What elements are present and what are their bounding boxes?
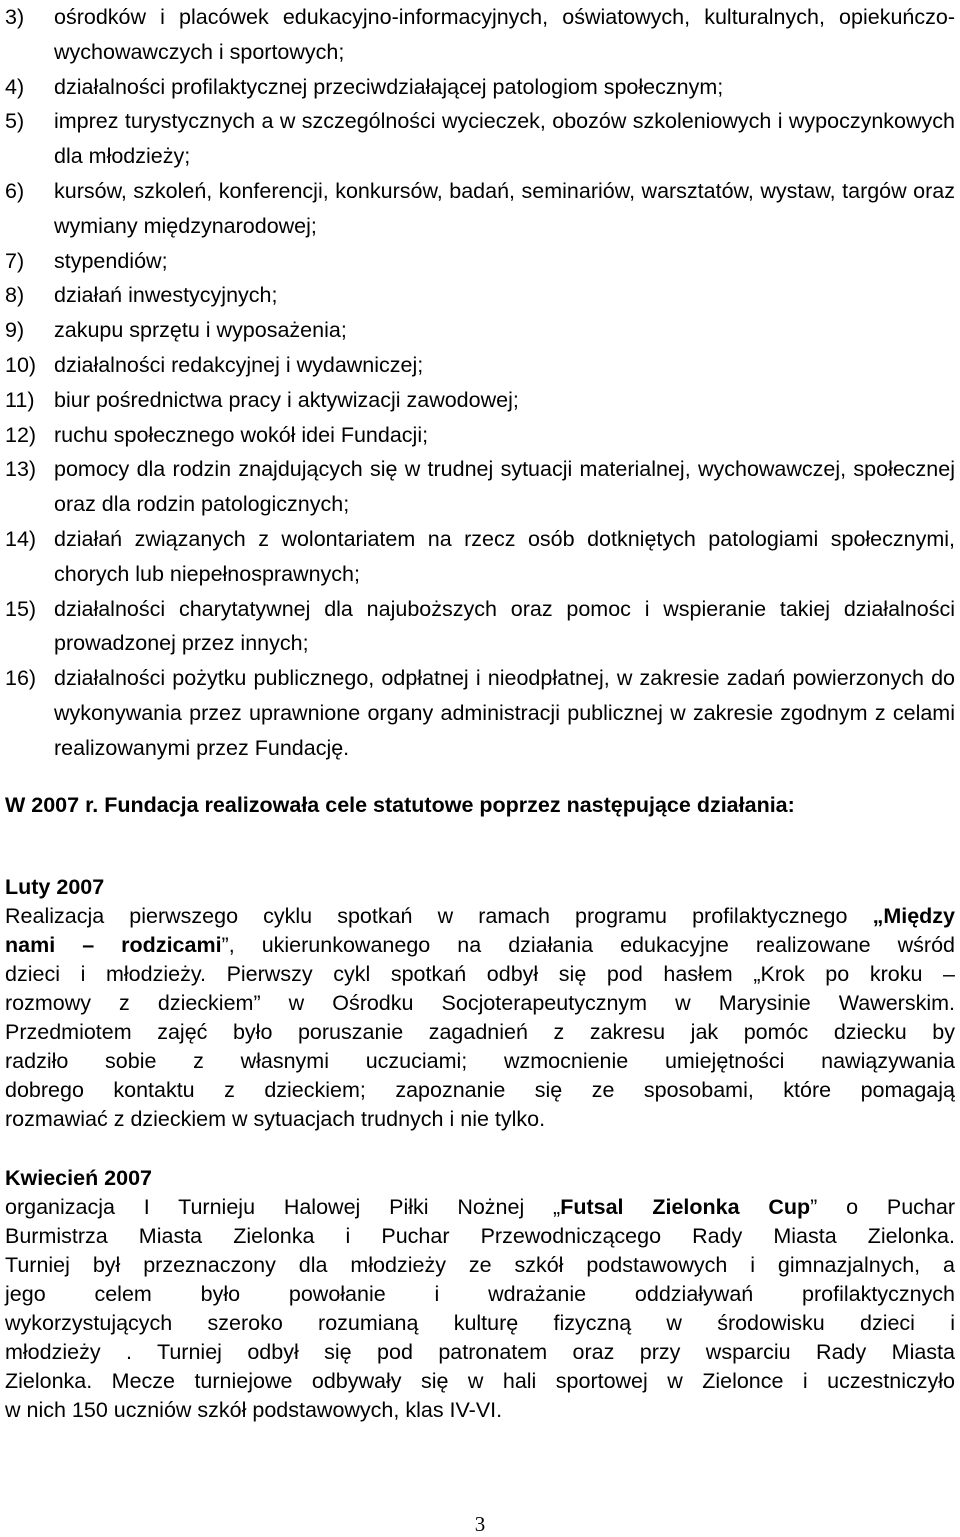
section-line (5, 1222, 955, 1251)
list-item-number: 5) (5, 109, 25, 134)
list-item-text: działalności redakcyjnej i wydawniczej; (54, 352, 424, 377)
list-item-text: działalności charytatywnej dla najuboższych oraz pomoc i wspieranie takiej działalności prowadzonej przez innych; (54, 596, 955, 656)
section-text: organizacja I Turnieju Halowej Piłki Nożnej „ (5, 1195, 561, 1219)
section-line (5, 1193, 955, 1222)
list-item (5, 418, 955, 453)
list-item-number: 15) (5, 596, 37, 621)
summary-heading: W 2007 r. Fundacja realizowała cele statutowe poprzez następujące działania: (5, 793, 795, 817)
list-item-text: działań inwestycyjnych; (54, 283, 278, 308)
section-body (5, 902, 955, 1134)
list-item-text: zakupu sprzętu i wyposażenia; (54, 318, 347, 343)
list-item (5, 278, 955, 313)
list-item-text: stypendiów; (54, 248, 168, 273)
section-line (5, 989, 955, 1018)
section-line (5, 960, 955, 989)
list-item (5, 0, 955, 70)
list-item-number: 7) (5, 248, 25, 273)
list-item-number: 11) (5, 387, 35, 412)
section-line (5, 1338, 955, 1367)
section-body (5, 1193, 955, 1425)
section-line (5, 902, 955, 931)
list-item (5, 383, 955, 418)
list-item-text: działalności profilaktycznej przeciwdziałającej patologiom społecznym; (54, 74, 724, 99)
list-item (5, 174, 955, 244)
statute-activity-list (5, 0, 955, 766)
section-line (5, 1047, 955, 1076)
section-text: Burmistrza Miasta Zielonka i Puchar Przewodniczącego Rady Miasta Zielonka. (5, 1224, 955, 1248)
section-text: jego celem było powołanie i wdrażanie oddziaływań profilaktycznych (5, 1282, 955, 1306)
section-heading: Kwiecień 2007 (5, 1166, 153, 1190)
section-text: radziło sobie z własnymi uczuciami; wzmocnienie umiejętności nawiązywania (5, 1049, 955, 1073)
section-text: rozmowy z dzieckiem” w Ośrodku Socjoterapeutycznym w Marysinie Wawerskim. (5, 991, 955, 1015)
section-line (5, 1367, 955, 1396)
section-line (5, 1251, 955, 1280)
section-text: Turniej był przeznaczony dla młodzieży ze szkół podstawowych i gimnazjalnych, a (5, 1253, 955, 1277)
section-line (5, 1076, 955, 1105)
list-item-number: 6) (5, 178, 25, 203)
list-item (5, 70, 955, 105)
section-text: ” o Puchar (810, 1195, 955, 1219)
section-text: dobrego kontaktu z dzieckiem; zapoznanie się ze sposobami, które pomagają (5, 1078, 955, 1102)
section-line (5, 1396, 955, 1425)
list-item (5, 661, 955, 765)
section-text: w nich 150 uczniów szkół podstawowych, klas IV-VI. (5, 1398, 503, 1422)
list-item-text: ośrodków i placówek edukacyjno-informacyjnych, oświatowych, kulturalnych, opiekuńczo-wychowawczych i sportowych; (54, 5, 955, 64)
list-item-number: 8) (5, 283, 25, 308)
page-number: 3 (474, 1512, 486, 1536)
list-item-text: pomocy dla rodzin znajdujących się w trudnej sytuacji materialnej, wychowawczej, społecznej oraz dla rodzin patologicznych; (54, 457, 955, 517)
list-item-text: kursów, szkoleń, konferencji, konkursów, badań, seminariów, warsztatów, wystaw, targów oraz wymiany międzynarodowej; (54, 178, 955, 238)
section-line (5, 931, 955, 960)
section-text: Realizacja pierwszego cyklu spotkań w ramach programu profilaktycznego (5, 904, 873, 928)
list-item-number: 14) (5, 526, 37, 551)
list-item-number: 10) (5, 352, 37, 377)
section-line (5, 1018, 955, 1047)
section-text: rozmawiać z dzieckiem w sytuacjach trudnych i nie tylko. (5, 1107, 546, 1131)
list-item-text: imprez turystycznych a w szczególności wycieczek, obozów szkoleniowych i wypoczynkowych dla młodzieży; (54, 109, 955, 169)
section-text: dzieci i młodzieży. Pierwszy cykl spotkań odbył się pod hasłem „Krok po kroku – (5, 962, 955, 986)
list-item (5, 592, 955, 662)
list-item (5, 244, 955, 279)
list-item-number: 12) (5, 422, 37, 447)
section-text: Zielonka. Mecze turniejowe odbywały się w hali sportowej w Zielonce i uczestniczyło (5, 1369, 955, 1393)
list-item (5, 348, 955, 383)
list-item-number: 13) (5, 457, 37, 482)
list-item-number: 16) (5, 666, 37, 691)
list-item-text: biur pośrednictwa pracy i aktywizacji zawodowej; (54, 387, 519, 412)
emphasis-text: „Między (872, 904, 955, 928)
section-line (5, 1309, 955, 1338)
list-item (5, 313, 955, 348)
list-item (5, 452, 955, 522)
section-text: młodzieży . Turniej odbył się pod patronatem oraz przy wsparciu Rady Miasta (5, 1340, 955, 1364)
section-april-2007 (5, 1164, 955, 1425)
section-heading: Luty 2007 (5, 875, 105, 899)
list-item-number: 3) (5, 5, 25, 29)
section-line (5, 1280, 955, 1309)
list-item-text: działalności pożytku publicznego, odpłatnej i nieodpłatnej, w zakresie zadań powierzonych do wykonywania przez uprawnione organy administracji publicznej w zakresie zgodnym z celami realizowanymi przez Fundację. (54, 666, 955, 760)
list-item-number: 9) (5, 318, 25, 343)
list-item-text: działań związanych z wolontariatem na rzecz osób dotkniętych patologiami społecznymi, chorych lub niepełnosprawnych; (54, 526, 955, 586)
section-text: Przedmiotem zajęć było poruszanie zagadnień z zakresu jak pomóc dziecku by (5, 1020, 955, 1044)
list-item (5, 522, 955, 592)
emphasis-text: Futsal Zielonka Cup (560, 1195, 811, 1219)
emphasis-text: nami – rodzicami (5, 933, 222, 957)
section-february-2007 (5, 873, 955, 1134)
section-text: wykorzystujących szeroko rozumianą kulturę fizyczną w środowisku dzieci i (5, 1311, 955, 1335)
section-line (5, 1105, 955, 1134)
section-text: ”, ukierunkowanego na działania edukacyjne realizowane wśród (221, 933, 955, 957)
list-item-text: ruchu społecznego wokół idei Fundacji; (54, 422, 429, 447)
list-item (5, 104, 955, 174)
list-item-number: 4) (5, 74, 25, 99)
